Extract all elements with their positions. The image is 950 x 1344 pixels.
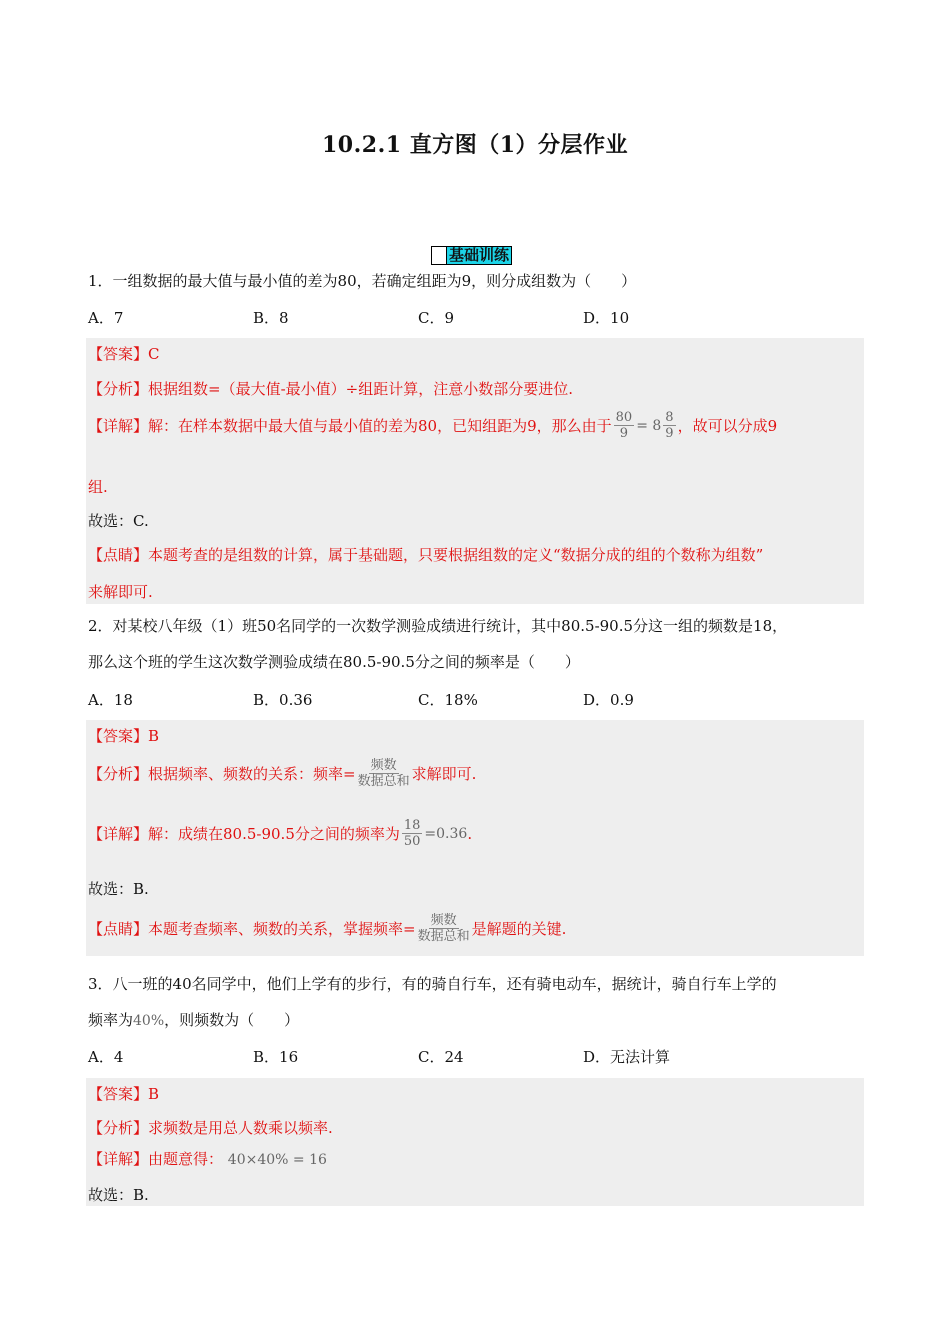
analysis-line: 【分析】根据组数=（最大值-最小值）÷组距计算，注意小数部分要进位. (88, 380, 573, 398)
fraction-denominator: 9 (665, 426, 674, 441)
option-c: C．24 (418, 1048, 464, 1066)
question-1-solution (86, 338, 864, 604)
stem-text: 频率为 (88, 1011, 134, 1029)
choice-line: 故选：B. (88, 880, 149, 898)
comment-line (88, 913, 566, 944)
detail-line (88, 410, 777, 441)
option-a: A．18 (88, 691, 133, 709)
question-stem-line: 3．八一班的40名同学中，他们上学有的步行，有的骑自行车，还有骑电动车，据统计，骑自行车上学的 (88, 975, 777, 993)
detail-continuation: 组. (88, 478, 108, 496)
detail-line (88, 1148, 327, 1169)
choice-line: 故选：B. (88, 1186, 149, 1204)
fraction (402, 818, 423, 849)
choice-line: 故选：C. (88, 512, 149, 530)
question-3-stem (88, 966, 868, 1039)
question-1-stem (88, 263, 868, 299)
option-b: B．8 (253, 309, 289, 327)
detail-text: 【详解】解：在样本数据中最大值与最小值的差为80，已知组距为9，那么由于 (88, 417, 612, 435)
math-expression: 40×40% = 16 (227, 1152, 327, 1168)
fraction (418, 913, 470, 944)
question-2-stem (88, 608, 868, 680)
analysis-line (88, 758, 476, 789)
detail-text: 【详解】解：成绩在80.5-90.5分之间的频率为 (88, 825, 400, 843)
fraction (614, 410, 635, 441)
fraction-numerator: 80 (615, 410, 633, 425)
page-title: 10.2.1 直方图（1）分层作业 (321, 132, 629, 158)
analysis-text: 求解即可. (411, 765, 477, 783)
question-stem-line: 1．一组数据的最大值与最小值的差为80，若确定组距为9，则分成组数为（ ） (88, 272, 637, 290)
question-1-options (88, 307, 868, 331)
answer-line: 【答案】B (88, 1085, 160, 1103)
question-3-solution (86, 1078, 864, 1206)
fraction-numerator: 8 (665, 410, 674, 425)
detail-line (88, 818, 472, 849)
option-a: A．7 (88, 309, 124, 327)
fraction-numerator: 频数 (430, 913, 457, 928)
fraction-numerator: 频数 (370, 758, 397, 773)
question-stem-line (88, 1002, 868, 1039)
analysis-text: 【分析】根据频率、频数的关系：频率= (88, 765, 356, 783)
question-2-options (88, 689, 868, 713)
question-stem-line: 那么这个班的学生这次数学测验成绩在80.5-90.5分之间的频率是（ ） (88, 653, 580, 671)
option-b: B．16 (253, 1048, 299, 1066)
section-label-text: 基础训练 (447, 246, 512, 265)
question-stem-line: 2．对某校八年级（1）班50名同学的一次数学测验成绩进行统计，其中80.5-90.5分这一组的频数是18， (88, 617, 788, 635)
stem-text: ，则频数为（ ） (164, 1011, 300, 1029)
equation-text: =0.36 (424, 825, 468, 842)
fraction-denominator: 数据总和 (357, 774, 410, 789)
option-d: D．10 (583, 309, 630, 327)
detail-text: ，故可以分成9 (677, 417, 778, 435)
analysis-line: 【分析】求频数是用总人数乘以频率. (88, 1119, 333, 1137)
option-c: C．18% (418, 691, 478, 709)
fraction (358, 758, 410, 789)
fraction-denominator: 50 (403, 834, 421, 849)
fraction-numerator: 18 (403, 818, 421, 833)
detail-text: . (467, 824, 473, 843)
comment-text: 【点睛】本题考查频率、频数的关系，掌握频率= (88, 920, 416, 938)
question-2-solution (86, 720, 864, 956)
option-d: D．0.9 (583, 691, 634, 709)
comment-line: 【点睛】本题考查的是组数的计算，属于基础题，只要根据组数的定义“数据分成的组的个数称为组数” (88, 546, 764, 564)
math-expression: 40% (133, 1013, 165, 1029)
answer-line: 【答案】C (88, 345, 160, 363)
equation-text: = 8 (636, 417, 662, 434)
option-d: D．无法计算 (583, 1048, 671, 1066)
answer-line: 【答案】B (88, 727, 160, 745)
option-c: C．9 (418, 309, 455, 327)
fraction-denominator: 数据总和 (417, 929, 470, 944)
option-b: B．0.36 (253, 691, 313, 709)
question-3-options (88, 1046, 868, 1070)
fraction-denominator: 9 (619, 426, 629, 441)
comment-continuation: 来解即可. (88, 583, 153, 601)
fraction (663, 410, 675, 441)
option-a: A．4 (88, 1048, 124, 1066)
comment-text: 是解题的关键. (471, 920, 567, 938)
detail-text: 【详解】由题意得： (88, 1150, 224, 1168)
